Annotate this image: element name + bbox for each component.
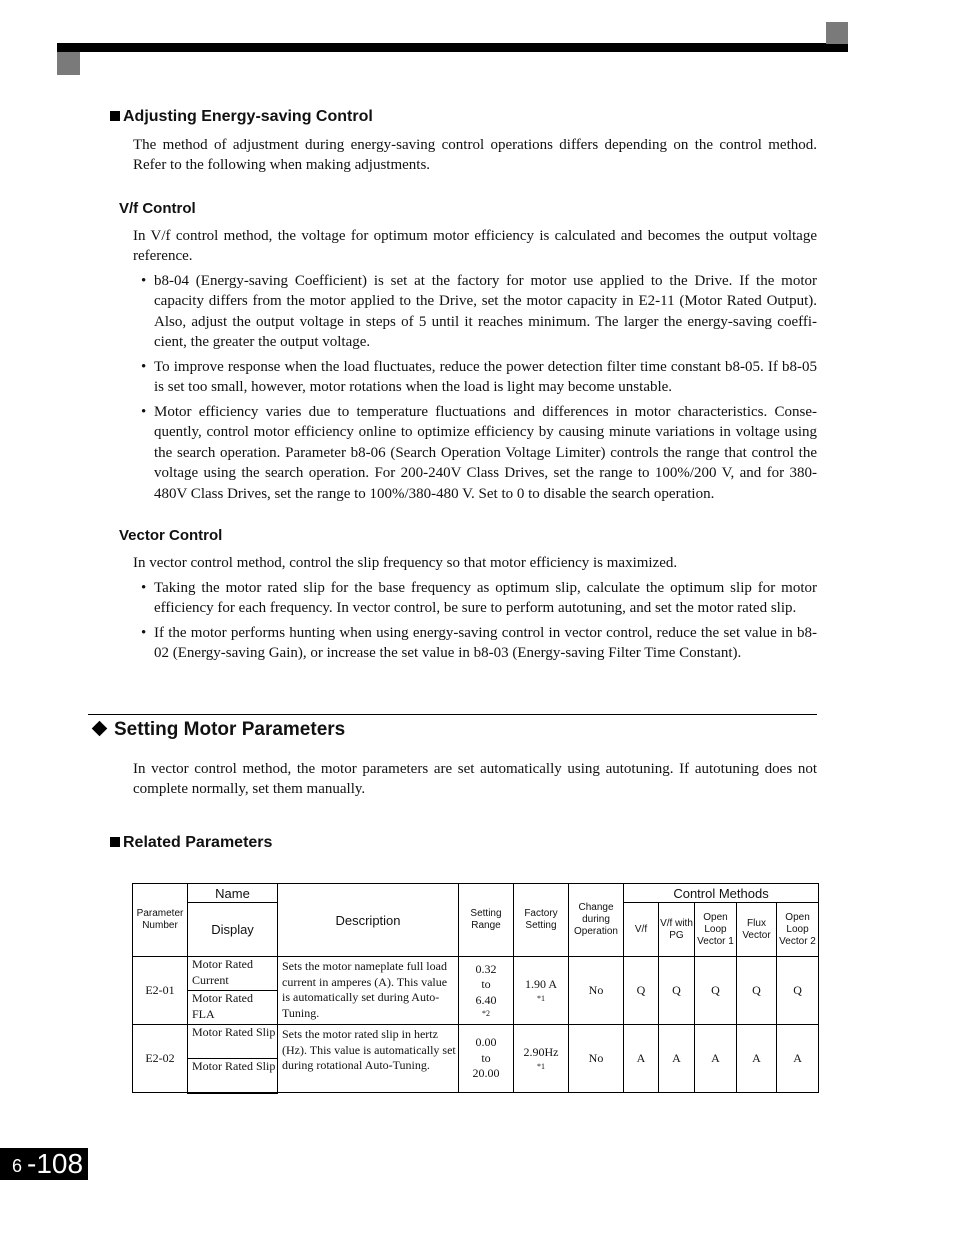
param-method-vf-pg: A [659, 1025, 695, 1093]
table-row [133, 1025, 819, 1059]
page-number [0, 1148, 88, 1180]
col-header-control-methods: Control Methods [624, 884, 819, 903]
param-description: Sets the motor nameplate full load current in amperes (A). This value is automatically set during Auto-Tuning. [278, 957, 459, 1025]
col-header-change-during-operation: Change during Operation [569, 884, 624, 957]
vf-bullet-2: • To improve response when the load fluctuates, reduce the power detection filter time constant b8-05. If b8-05 is set too small, however, motor rotations when the load is light may become unstable. [141, 359, 817, 396]
vf-control-heading: V/f Control [119, 200, 196, 217]
param-setting-range: 0.00 to 20.00 [459, 1025, 514, 1093]
col-header-method-vf-pg: V/f with PG [659, 903, 695, 957]
param-method-olv1: Q [695, 957, 737, 1025]
square-bullet-icon [110, 837, 120, 847]
param-factory-setting: 1.90 A *1 [514, 957, 569, 1025]
col-header-display: Display [188, 903, 278, 957]
related-parameters-table [132, 883, 819, 1094]
page-number-value: -108 [27, 1148, 84, 1179]
col-header-setting-range: Setting Range [459, 884, 514, 957]
param-display: Motor Rated Slip [188, 1059, 278, 1093]
col-header-method-flux: Flux Vector [737, 903, 777, 957]
vf-bullet-3: • Motor efficiency varies due to temperature fluctuations and differences in motor characteristics. Conse-quently, control motor efficiency online to optimize efficiency by causing minute variations in voltage using the search operation. Parameter b8-06 (Search Operation Voltage Limiter) controls the range that control the voltage using the search operation. For 200-240V Class Drives, set the range to 100%/200 V, and for 380-480V Class Drives, set the range to 100%/380-480 V. Set to 0 to disable the search operation. [141, 404, 817, 502]
table-row [133, 957, 819, 991]
diamond-icon [92, 721, 108, 737]
param-name: Motor Rated Current [188, 957, 278, 991]
vector-control-intro: In vector control method, control the slip frequency so that motor efficiency is maximized. [133, 555, 678, 571]
related-parameters-heading: Related Parameters [110, 834, 272, 852]
param-method-vf: A [624, 1025, 659, 1093]
chapter-number: 6 [12, 1156, 23, 1176]
param-number: E2-02 [133, 1025, 188, 1093]
param-change-during-operation: No [569, 957, 624, 1025]
section-heading-motor-parameters: Setting Motor Parameters [90, 719, 345, 741]
param-method-vf-pg: Q [659, 957, 695, 1025]
param-name: Motor Rated Slip [188, 1025, 278, 1059]
param-method-vf: Q [624, 957, 659, 1025]
vf-bullet-1: • b8-04 (Energy-saving Coefficient) is set at the factory for motor use applied to the Drive. If the motor capacity differs from the motor applied to the Drive, set the motor capacity in E2-11 (Motor Rated Output). Also, adjust the output voltage in steps of 5 until it reaches minimum. The larger the energy-saving coeffi-cient, the greater the output voltage. [141, 273, 817, 351]
param-change-during-operation: No [569, 1025, 624, 1093]
param-setting-range: 0.32 to 6.40 *2 [459, 957, 514, 1025]
param-number: E2-01 [133, 957, 188, 1025]
param-method-olv2: Q [777, 957, 819, 1025]
param-display: Motor Rated FLA [188, 991, 278, 1025]
energy-saving-intro: The method of adjustment during energy-saving control operations differs depending on the control method. Refer to the following when making adjustments. [133, 137, 817, 174]
vector-bullet-1: • Taking the motor rated slip for the base frequency as optimum slip, calculate the optimum slip for motor efficiency for each frequency. In vector control, be sure to perform autotuning, and set the motor rated slip. [141, 580, 817, 617]
col-header-method-olv2: Open Loop Vector 2 [777, 903, 819, 957]
vf-control-intro: In V/f control method, the voltage for optimum motor efficiency is calculated and becomes the output voltage reference. [133, 228, 817, 265]
col-header-factory-setting: Factory Setting [514, 884, 569, 957]
header-square-left [57, 52, 80, 75]
motor-parameters-intro: In vector control method, the motor parameters are set automatically using autotuning. If autotuning does not complete normally, set them manually. [133, 761, 817, 798]
vector-bullet-2: • If the motor performs hunting when using energy-saving control in vector control, reduce the set value in b8-02 (Energy-saving Gain), or increase the set value in b8-03 (Energy-saving Filter Time Constant). [141, 625, 817, 662]
header-bar [57, 43, 848, 52]
col-header-method-vf: V/f [624, 903, 659, 957]
col-header-param-number: Parameter Number [133, 884, 188, 957]
col-header-method-olv1: Open Loop Vector 1 [695, 903, 737, 957]
param-method-olv1: A [695, 1025, 737, 1093]
vector-control-heading: Vector Control [119, 527, 223, 544]
section-heading-energy-saving: Adjusting Energy-saving Control [110, 108, 373, 126]
header-square-right [826, 22, 848, 44]
param-method-flux: Q [737, 957, 777, 1025]
param-method-flux: A [737, 1025, 777, 1093]
param-description: Sets the motor rated slip in hertz (Hz). This value is automatically set during rotational Auto-Tuning. [278, 1025, 459, 1093]
col-header-description: Description [278, 884, 459, 957]
square-bullet-icon [110, 111, 120, 121]
param-factory-setting: 2.90Hz *1 [514, 1025, 569, 1093]
section-divider [88, 714, 817, 715]
param-method-olv2: A [777, 1025, 819, 1093]
col-header-name: Name [188, 884, 278, 903]
